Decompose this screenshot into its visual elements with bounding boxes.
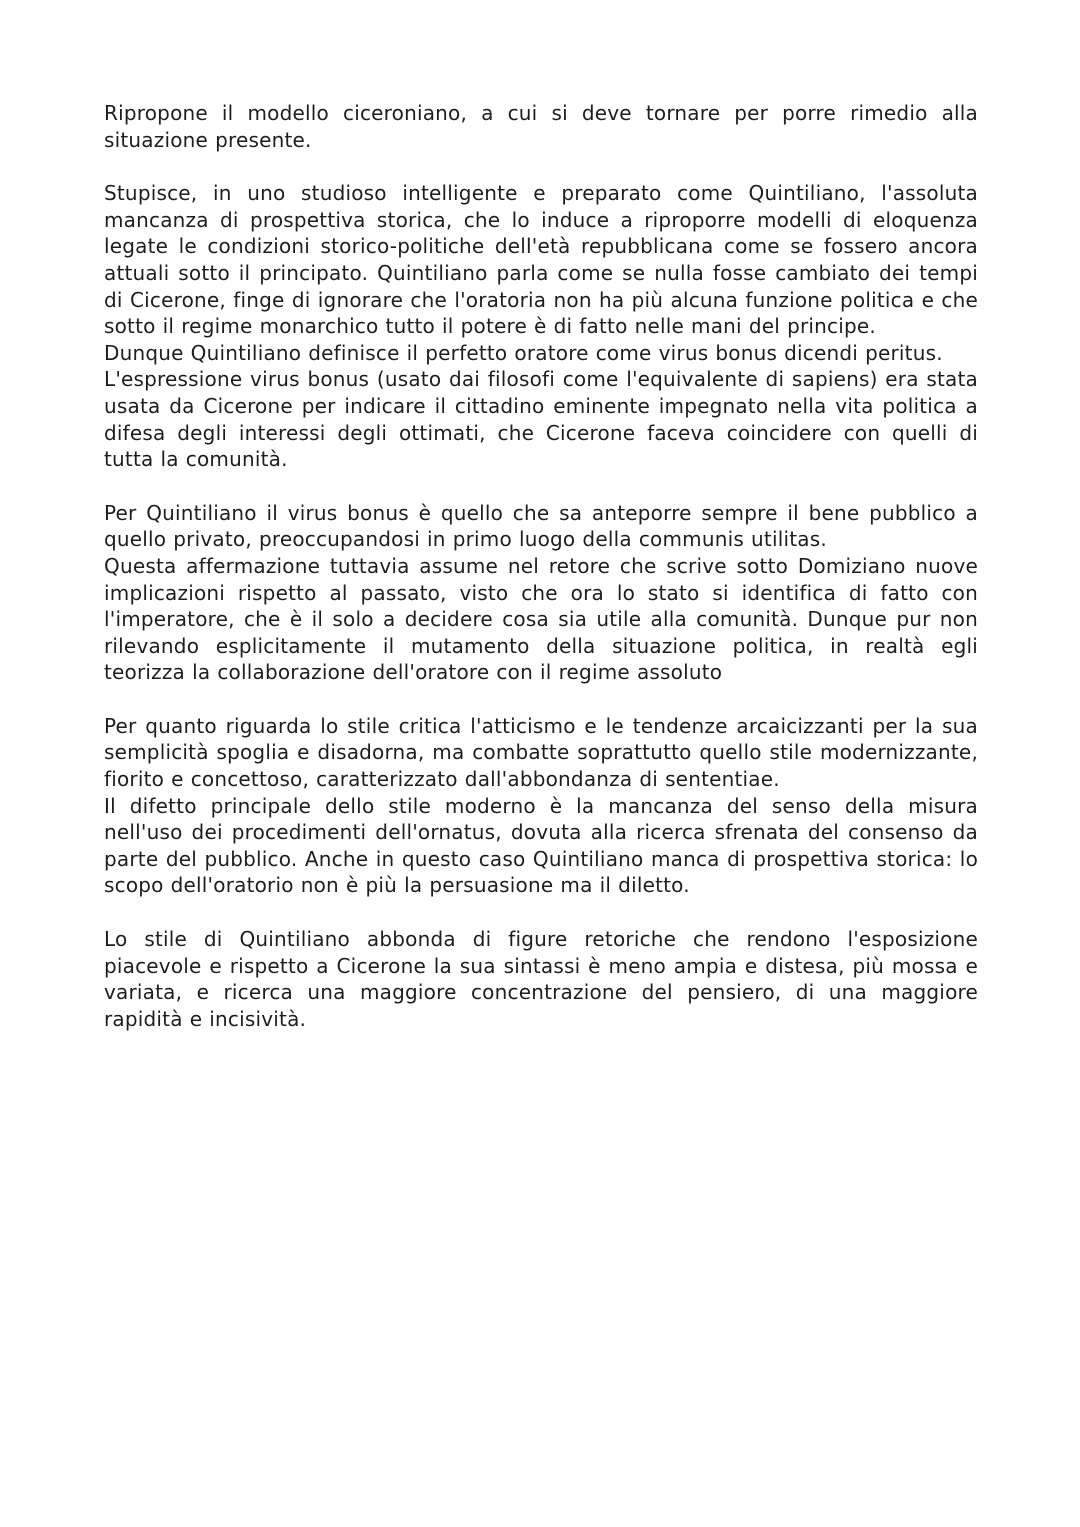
document-body <box>104 100 978 1032</box>
paragraph-7: Per quanto riguarda lo stile critica l'atticismo e le tendenze arcaicizzanti per la sua semplicità spoglia e disadorna, ma combatte soprattutto quello stile modernizzante, fiorito e concettoso, caratterizzato dall'abbondanza di sententiae. <box>104 713 978 792</box>
paragraph-6: Questa affermazione tuttavia assume nel retore che scrive sotto Domiziano nuove implicazioni rispetto al passato, visto che ora lo stato si identifica di fatto con l'imperatore, che è il solo a decidere cosa sia utile alla comunità. Dunque pur non rilevando esplicitamente il mutamento della situazione politica, in realtà egli teorizza la collaborazione dell'oratore con il regime assoluto <box>104 553 978 685</box>
paragraph-3: Dunque Quintiliano definisce il perfetto oratore come virus bonus dicendi peritus. <box>104 340 943 365</box>
paragraph-8: Il difetto principale dello stile moderno è la mancanza del senso della misura nell'uso dei procedimenti dell'ornatus, dovuta alla ricerca sfrenata del consenso da parte del pubblico. Anche in questo caso Quintiliano manca di prospettiva storica: lo scopo dell'oratorio non è più la persuasione ma il diletto. <box>104 793 978 898</box>
paragraph-4: L'espressione virus bonus (usato dai filosofi come l'equivalente di sapiens) era stata usata da Cicerone per indicare il cittadino eminente impegnato nella vita politica a difesa degli interessi degli ottimati, che Cicerone faceva coincidere con quelli di tutta la comunità. <box>104 367 978 472</box>
paragraph-9: Lo stile di Quintiliano abbonda di figure retoriche che rendono l'esposizione piacevole e rispetto a Cicerone la sua sintassi è meno ampia e distesa, più mossa e variata, e ricerca una maggiore concentrazione del pensiero, di una maggiore rapidità e incisività. <box>104 927 978 1031</box>
paragraph-5: Per Quintiliano il virus bonus è quello che sa anteporre sempre il bene pubblico a quello privato, preoccupandosi in primo luogo della communis utilitas. <box>104 500 978 552</box>
paragraph-2: Stupisce, in uno studioso intelligente e preparato come Quintiliano, l'assoluta mancanza di prospettiva storica, che lo induce a riproporre modelli di eloquenza legate le condizioni storico-politiche dell'età repubblicana come se fossero ancora attuali sotto il principato. Quintiliano parla come se nulla fosse cambiato dei tempi di Cicerone, finge di ignorare che l'oratoria non ha più alcuna funzione politica e che sotto il regime monarchico tutto il potere è di fatto nelle mani del principe. <box>104 181 978 339</box>
paragraph-1: Ripropone il modello ciceroniano, a cui si deve tornare per porre rimedio alla situazione presente. <box>104 101 978 152</box>
